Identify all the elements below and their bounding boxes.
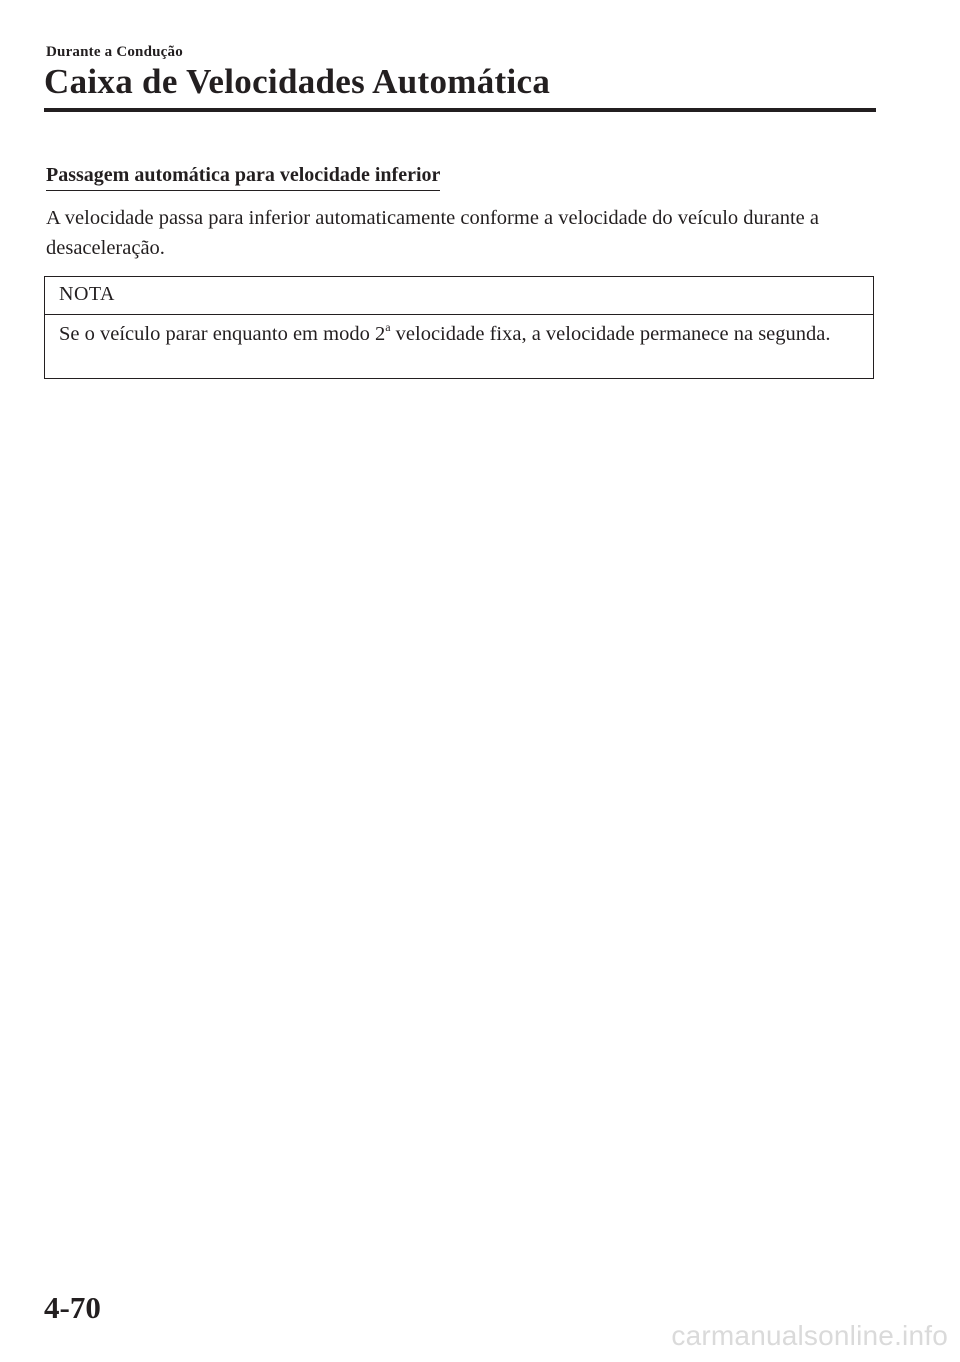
section-heading: Passagem automática para velocidade inferior [46,164,440,191]
page-number: 4-70 [44,1290,101,1325]
section-body-text: A velocidade passa para inferior automaticamente conforme a velocidade do veículo durante a desaceleração. [46,207,819,259]
note-box [44,276,874,379]
note-text-before: Se o veículo parar enquanto em modo 2 [59,323,386,345]
note-label: NOTA [45,277,873,315]
note-superscript: a [385,320,391,334]
note-text-after: velocidade fixa, a velocidade permanece na segunda. [390,323,831,345]
title-rule [44,108,876,112]
chapter-title: Caixa de Velocidades Automática [44,62,551,101]
watermark: carmanualsonline.info [671,1320,948,1351]
note-text [45,315,873,349]
running-head: Durante a Condução [46,44,183,60]
